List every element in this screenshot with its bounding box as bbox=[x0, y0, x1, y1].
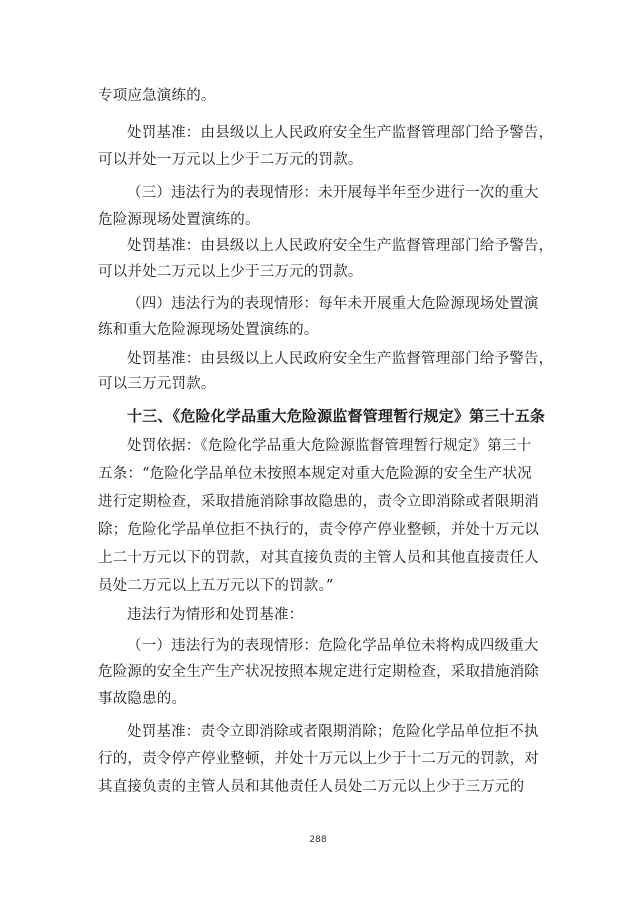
text-line: （一）违法行为的表现情形：危险化学品单位未将构成四级重大 bbox=[127, 638, 539, 654]
text-line: 事故隐患的。 bbox=[98, 691, 187, 707]
text-line: 危险源现场处置演练的。 bbox=[98, 212, 260, 228]
text-line: （三）违法行为的表现情形：未开展每半年至少进行一次的重大 bbox=[127, 185, 539, 201]
text-line: 除；危险化学品单位拒不执行的，责令停产停业整顿，并处十万元以 bbox=[98, 522, 539, 538]
text-line: （四）违法行为的表现情形：每年未开展重大危险源现场处置演 bbox=[127, 296, 539, 312]
text-line: 可以并处一万元以上少于二万元的罚款。 bbox=[98, 152, 363, 168]
text-line: 其直接负责的主管人员和其他责任人员处二万元以上少于三万元的 bbox=[98, 779, 525, 795]
text-line: 违法行为情形和处罚基准： bbox=[127, 607, 304, 623]
text-line: 可以并处二万元以上少于三万元的罚款。 bbox=[98, 264, 363, 280]
page-number: 288 bbox=[309, 835, 327, 845]
text-line: 处罚基准：由县级以上人民政府安全生产监督管理部门给予警告， bbox=[127, 238, 554, 254]
text-line: 专项应急演练的。 bbox=[98, 88, 216, 104]
text-line: 员处二万元以上五万元以下的罚款。” bbox=[98, 578, 334, 594]
text-line: 上二十万元以下的罚款，对其直接负责的主管人员和其他直接责任人 bbox=[98, 550, 539, 566]
text-line: 处罚基准：由县级以上人民政府安全生产监督管理部门给予警告， bbox=[127, 125, 554, 141]
text-line: 行的，责令停产停业整顿，并处十万元以上少于十二万元的罚款，对 bbox=[98, 751, 539, 767]
text-line: 进行定期检查，采取措施消除事故隐患的，责令立即消除或者限期消 bbox=[98, 494, 539, 510]
text-line: 可以三万元罚款。 bbox=[98, 376, 216, 392]
text-line: 五条：“危险化学品单位未按照本规定对重大危险源的安全生产状况 bbox=[98, 466, 532, 482]
section-heading: 十三、《危险化学品重大危险源监督管理暂行规定》第三十五条 bbox=[127, 407, 546, 425]
text-line: 危险源的安全生产生产状况按照本规定进行定期检查，采取措施消除 bbox=[98, 664, 539, 680]
text-line: 处罚基准：责令立即消除或者限期消除；危险化学品单位拒不执 bbox=[127, 724, 539, 740]
text-line: 练和重大危险源现场处置演练的。 bbox=[98, 322, 319, 338]
text-line: 处罚基准：由县级以上人民政府安全生产监督管理部门给予警告， bbox=[127, 351, 554, 367]
text-line: 处罚依据：《危险化学品重大危险源监督管理暂行规定》第三十 bbox=[127, 438, 532, 454]
